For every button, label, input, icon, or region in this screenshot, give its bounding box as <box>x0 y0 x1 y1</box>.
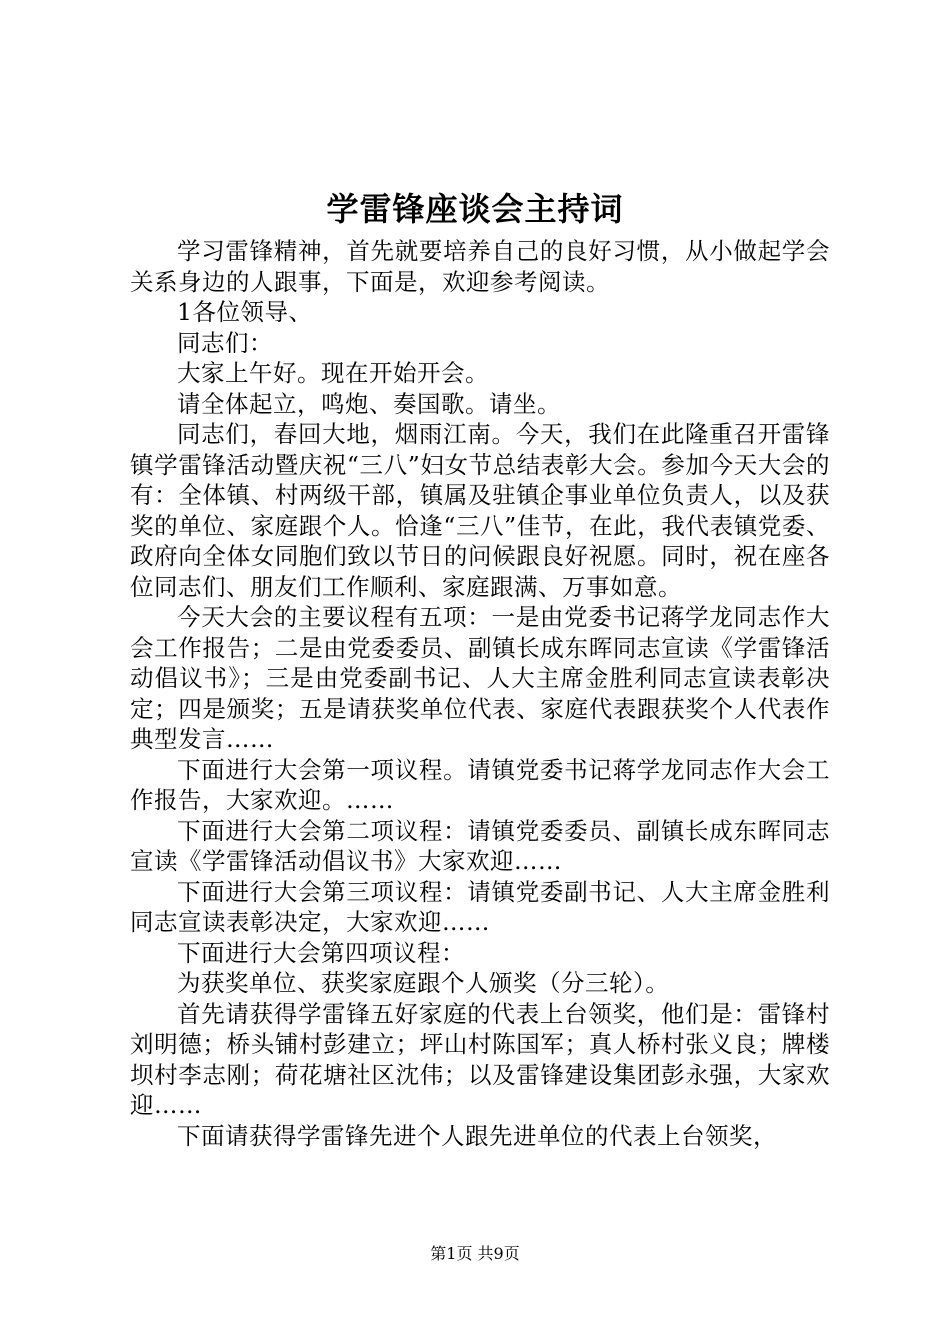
paragraph: 为获奖单位、获奖家庭跟个人颁奖（分三轮）。 <box>177 969 670 997</box>
document-body <box>130 236 830 1151</box>
paragraph: 同志们： <box>177 328 273 357</box>
paragraph: 大家上午好。现在开始开会。 <box>177 359 489 387</box>
paragraph: 今天大会的主要议程有五项：一是由党委书记蒋学龙同志作大会工作报告；二是由党委委员、副镇长成东晖同志宣读《学雷锋活动倡议书》；三是由党委副书记、人大主席金胜利同志宣读表彰决定；四是颁奖；五是请获奖单位代表、家庭代表跟获奖个人代表作典型发言…… <box>130 603 830 753</box>
paragraph: 首先请获得学雷锋五好家庭的代表上台领奖，他们是：雷锋村刘明德；桥头铺村彭建立；坪山村陈国军；真人桥村张义良；牌楼坝村李志刚；荷花塘社区沈伟；以及雷锋建设集团彭永强，大家欢迎…… <box>130 999 830 1119</box>
document-title: 学雷锋座谈会主持词 <box>326 190 624 228</box>
page-footer: 第1页 共9页 <box>430 1244 520 1263</box>
paragraph: 下面进行大会第一项议程。请镇党委书记蒋学龙同志作大会工作报告，大家欢迎。…… <box>130 755 830 814</box>
paragraph: 请全体起立，鸣炮、奏国歌。请坐。 <box>177 389 561 418</box>
paragraph: 下面进行大会第三项议程：请镇党委副书记、人大主席金胜利同志宣读表彰决定，大家欢迎…… <box>130 877 830 936</box>
paragraph: 1各位领导、 <box>177 298 313 326</box>
paragraph: 下面进行大会第二项议程：请镇党委委员、副镇长成东晖同志宣读《学雷锋活动倡议书》大家欢迎…… <box>130 816 830 875</box>
paragraph: 下面进行大会第四项议程： <box>177 938 465 967</box>
paragraph: 学习雷锋精神，首先就要培养自己的良好习惯，从小做起学会关系身边的人跟事，下面是，欢迎参考阅读。 <box>130 237 830 296</box>
paragraph: 同志们，春回大地，烟雨江南。今天，我们在此隆重召开雷锋镇学雷锋活动暨庆祝“三八”妇女节总结表彰大会。参加今天大会的有：全体镇、村两级干部，镇属及驻镇企事业单位负责人，以及获奖的单位、家庭跟个人。恰逢“三八”佳节，在此，我代表镇党委、政府向全体女同胞们致以节日的问候跟良好祝愿。同时，祝在座各位同志们、朋友们工作顺利、家庭跟满、万事如意。 <box>130 420 830 601</box>
paragraph: 下面请获得学雷锋先进个人跟先进单位的代表上台领奖， <box>177 1121 777 1150</box>
